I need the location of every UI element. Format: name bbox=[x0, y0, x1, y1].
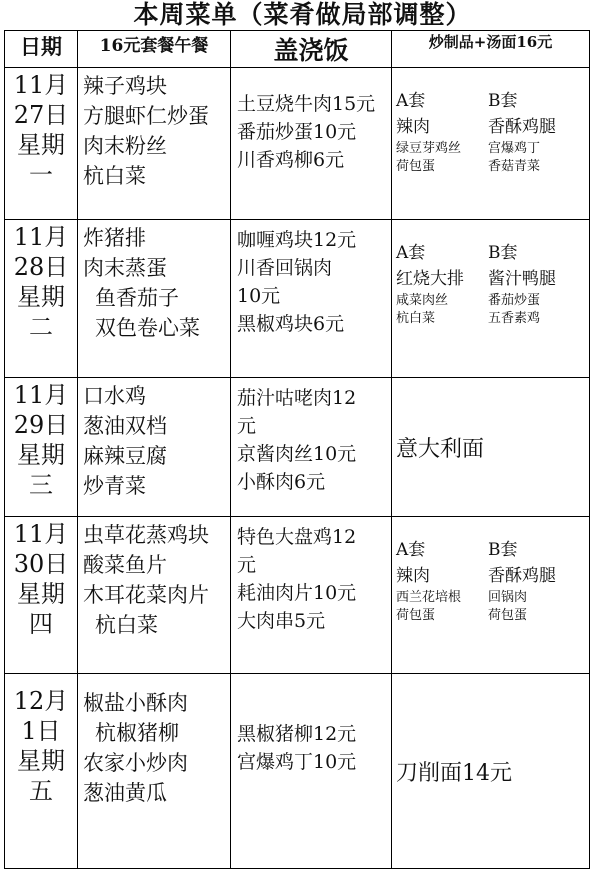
date-cell bbox=[5, 378, 78, 517]
rice-item: 黑椒鸡块6元 bbox=[237, 313, 345, 335]
combo-b-label: B套 bbox=[488, 243, 518, 263]
combo-a-label: A套 bbox=[396, 243, 426, 263]
weekday-label: 星期 bbox=[17, 747, 65, 775]
date-day: 30日 bbox=[13, 550, 69, 578]
rice-item: 川香回锅肉 bbox=[237, 257, 333, 279]
rice-item: 特色大盘鸡12 bbox=[237, 526, 357, 548]
set-meal-cell bbox=[78, 517, 231, 674]
weekday-label: 星期 bbox=[17, 131, 65, 159]
date-month: 11月 bbox=[13, 71, 69, 99]
combo-side: 杭白菜 bbox=[396, 311, 436, 326]
day-row bbox=[5, 378, 590, 517]
dish: 肉末粉丝 bbox=[83, 134, 167, 158]
weekday-label: 星期 bbox=[17, 441, 65, 469]
dish: 炸猪排 bbox=[83, 226, 146, 250]
combo-side: 绿豆芽鸡丝 bbox=[396, 141, 462, 156]
rice-item: 黑椒猪柳12元 bbox=[237, 723, 357, 745]
rice-item: 宫爆鸡丁10元 bbox=[237, 751, 357, 773]
dish: 方腿虾仁炒蛋 bbox=[83, 104, 209, 128]
date-day: 29日 bbox=[13, 411, 69, 439]
weekday-number: 四 bbox=[29, 610, 53, 638]
rice-item: 10元 bbox=[237, 285, 281, 307]
rice-item: 土豆烧牛肉15元 bbox=[237, 93, 376, 115]
dish: 椒盐小酥肉 bbox=[83, 691, 188, 715]
rice-item: 元 bbox=[237, 415, 257, 437]
date-cell bbox=[5, 68, 78, 220]
rice-item: 元 bbox=[237, 554, 257, 576]
rice-item: 耗油肉片10元 bbox=[237, 582, 357, 604]
dish: 麻辣豆腐 bbox=[83, 444, 167, 468]
set-meal-cell bbox=[78, 674, 231, 869]
day-row bbox=[5, 674, 590, 869]
rice-item: 茄汁咕咾肉12 bbox=[237, 387, 357, 409]
combo-a-main: 辣肉 bbox=[396, 566, 430, 586]
combo-cell bbox=[392, 220, 590, 378]
weekday-number: 二 bbox=[29, 313, 53, 341]
rice-item: 小酥肉6元 bbox=[237, 471, 326, 493]
weekday-number: 五 bbox=[29, 777, 53, 805]
dish: 葱油双档 bbox=[83, 414, 167, 438]
noodle-cell: 意大利面 bbox=[392, 378, 590, 517]
weekday-number: 一 bbox=[29, 161, 53, 189]
header-rice: 盖浇饭 bbox=[231, 31, 392, 68]
date-month: 12月 bbox=[13, 687, 69, 715]
rice-item: 川香鸡柳6元 bbox=[237, 149, 345, 171]
date-day: 27日 bbox=[13, 101, 69, 129]
rice-cell bbox=[231, 674, 392, 869]
combo-side: 宫爆鸡丁 bbox=[488, 141, 541, 156]
combo-b-main: 香酥鸡腿 bbox=[488, 117, 556, 137]
set-meal-cell bbox=[78, 220, 231, 378]
dish: 虫草花蒸鸡块 bbox=[83, 523, 209, 547]
combo-b-main: 酱汁鸭腿 bbox=[488, 269, 556, 289]
set-meal-cell bbox=[78, 378, 231, 517]
combo-cell bbox=[392, 68, 590, 220]
header-row bbox=[5, 31, 590, 68]
combo-a-label: A套 bbox=[396, 540, 426, 560]
combo-side: 荷包蛋 bbox=[396, 159, 436, 174]
rice-cell bbox=[231, 517, 392, 674]
day-row bbox=[5, 517, 590, 674]
weekday-label: 星期 bbox=[17, 580, 65, 608]
header-set-meal: 16元套餐午餐 bbox=[78, 31, 231, 68]
dish: 辣子鸡块 bbox=[83, 74, 167, 98]
date-day: 1日 bbox=[21, 717, 61, 745]
noodle-cell: 刀削面14元 bbox=[392, 674, 590, 869]
combo-side: 回锅肉 bbox=[488, 590, 528, 605]
date-cell bbox=[5, 220, 78, 378]
date-cell bbox=[5, 674, 78, 869]
combo-b-label: B套 bbox=[488, 540, 518, 560]
header-date: 日期 bbox=[5, 31, 78, 68]
dish: 农家小炒肉 bbox=[83, 751, 188, 775]
dish: 炒青菜 bbox=[83, 474, 146, 498]
dish: 肉末蒸蛋 bbox=[83, 256, 167, 280]
rice-cell bbox=[231, 68, 392, 220]
combo-side: 香菇青菜 bbox=[488, 159, 541, 174]
rice-item: 京酱肉丝10元 bbox=[237, 443, 357, 465]
weekday-number: 三 bbox=[29, 471, 53, 499]
date-month: 11月 bbox=[13, 223, 69, 251]
dish: 木耳花菜肉片 bbox=[83, 583, 209, 607]
dish: 杭白菜 bbox=[83, 164, 146, 188]
combo-side: 五香素鸡 bbox=[488, 311, 541, 326]
combo-a-main: 红烧大排 bbox=[396, 269, 464, 289]
rice-item: 番茄炒蛋10元 bbox=[237, 121, 357, 143]
dish: 杭椒猪柳 bbox=[95, 721, 179, 745]
dish: 酸菜鱼片 bbox=[83, 553, 167, 577]
dish: 杭白菜 bbox=[95, 613, 158, 637]
day-row bbox=[5, 68, 590, 220]
combo-side: 荷包蛋 bbox=[488, 608, 528, 623]
weekly-menu-table bbox=[4, 30, 590, 869]
date-day: 28日 bbox=[13, 253, 69, 281]
dish: 双色卷心菜 bbox=[95, 316, 200, 340]
combo-side: 荷包蛋 bbox=[396, 608, 436, 623]
date-cell bbox=[5, 517, 78, 674]
combo-b-main: 香酥鸡腿 bbox=[488, 566, 556, 586]
combo-b-label: B套 bbox=[488, 91, 518, 111]
dish: 葱油黄瓜 bbox=[83, 781, 167, 805]
set-meal-cell bbox=[78, 68, 231, 220]
combo-side: 番茄炒蛋 bbox=[488, 293, 541, 308]
rice-cell bbox=[231, 220, 392, 378]
combo-side: 西兰花培根 bbox=[396, 590, 462, 605]
combo-a-label: A套 bbox=[396, 91, 426, 111]
day-row bbox=[5, 220, 590, 378]
page-title: 本周菜单（菜肴做局部调整） bbox=[133, 0, 472, 29]
combo-side: 咸菜肉丝 bbox=[396, 293, 449, 308]
date-month: 11月 bbox=[13, 520, 69, 548]
date-month: 11月 bbox=[13, 381, 69, 409]
dish: 鱼香茄子 bbox=[95, 286, 179, 310]
rice-item: 大肉串5元 bbox=[237, 610, 326, 632]
combo-a-main: 辣肉 bbox=[396, 117, 430, 137]
dish: 口水鸡 bbox=[83, 384, 146, 408]
header-stir-noodle: 炒制品+汤面16元 bbox=[392, 31, 590, 68]
rice-item: 咖喱鸡块12元 bbox=[237, 229, 357, 251]
weekday-label: 星期 bbox=[17, 283, 65, 311]
combo-cell bbox=[392, 517, 590, 674]
rice-cell bbox=[231, 378, 392, 517]
